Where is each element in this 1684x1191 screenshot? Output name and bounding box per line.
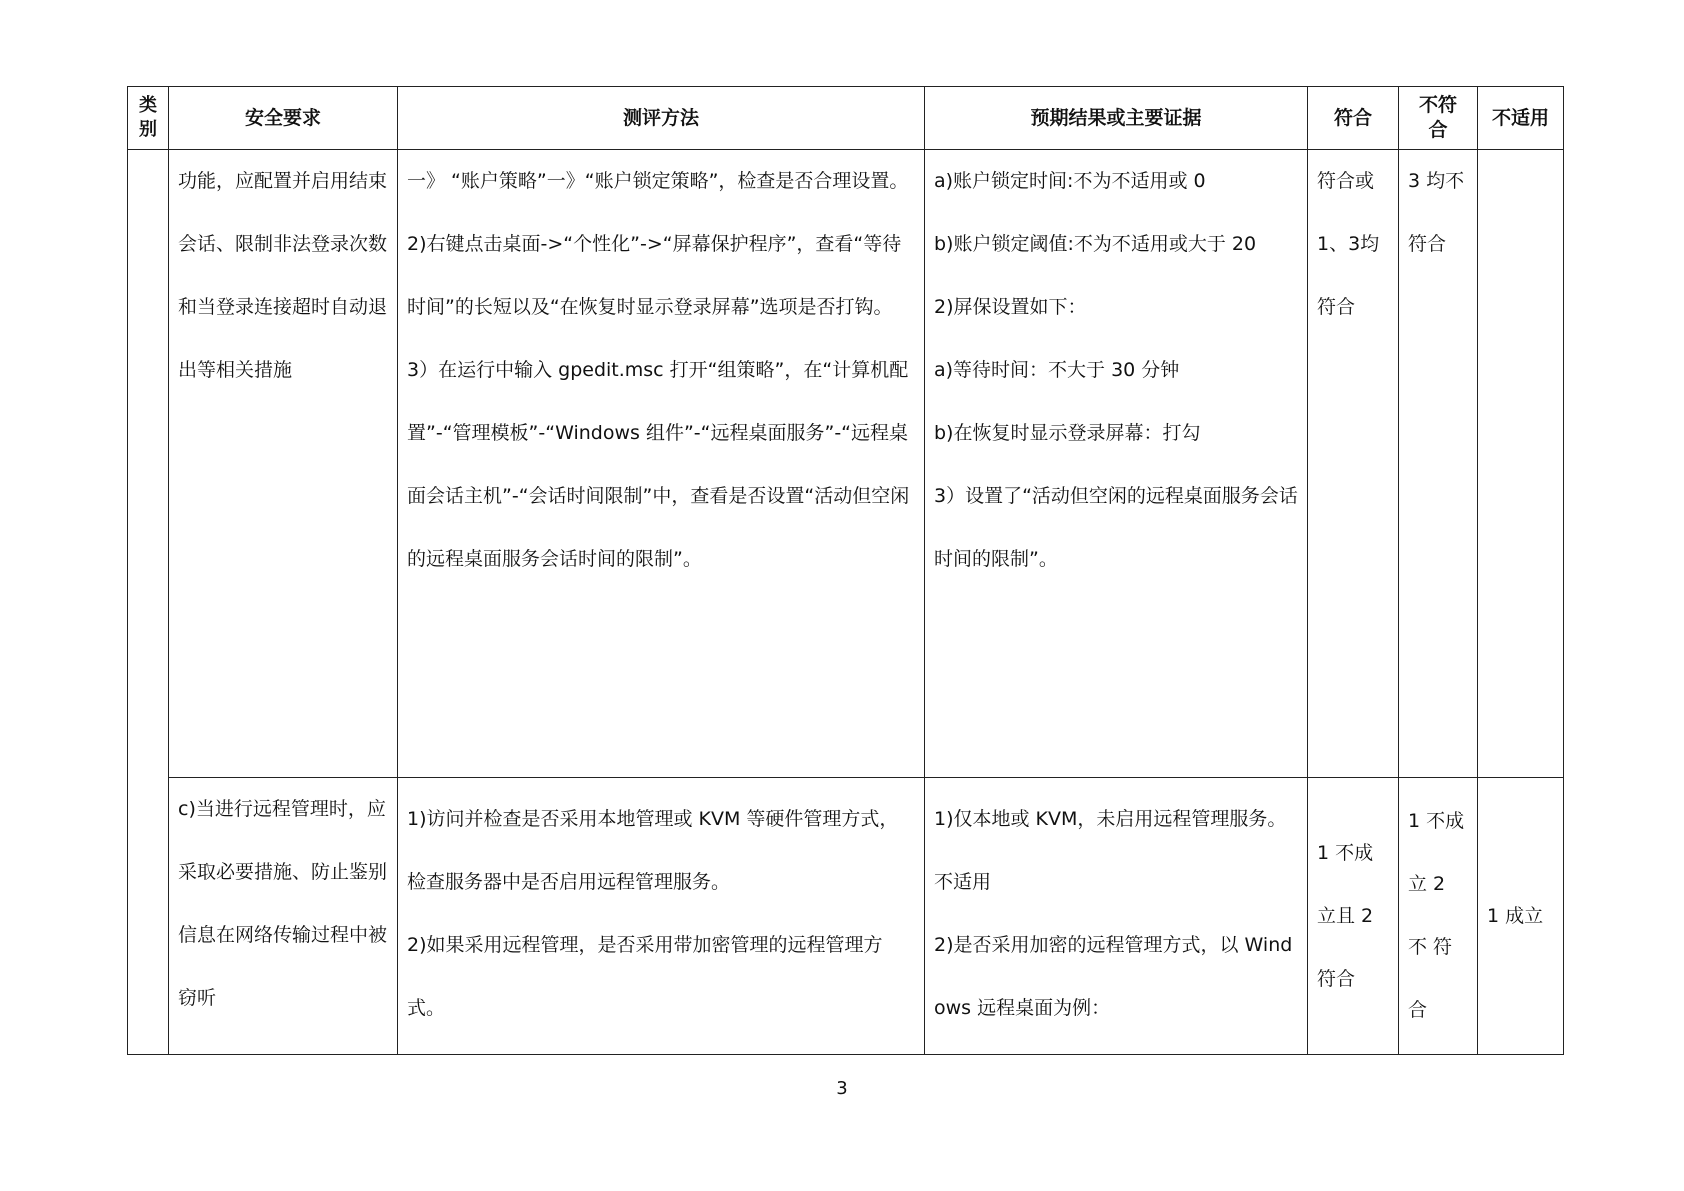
expected-line: 1)仅本地或 KVM，未启用远程管理服务。不适用 [934, 808, 1287, 893]
header-expected: 预期结果或主要证据 [925, 87, 1308, 150]
expected-cell [925, 150, 1308, 778]
expected-line: 2)是否采用加密的远程管理方式，以 Windows 远程桌面为例： [934, 934, 1293, 1019]
category-cell [128, 150, 169, 1055]
table-header-row [128, 87, 1564, 150]
method-line: 2)如果采用远程管理，是否采用带加密管理的远程管理方式。 [407, 934, 883, 1019]
requirement-cell: 功能，应配置并启用结束会话、限制非法登录次数和当登录连接超时自动退出等相关措施 [169, 150, 398, 778]
conform-cell: 符合或1、3均符合 [1308, 150, 1399, 778]
method-line: 1)访问并检查是否采用本地管理或 KVM 等硬件管理方式，检查服务器中是否启用远程管理服务。 [407, 808, 899, 893]
method-line: 2)右键点击桌面->“个性化”->“屏幕保护程序”，查看“等待时间”的长短以及“在恢复时显示登录屏幕”选项是否打钩。 [407, 233, 902, 318]
expected-line: b)账户锁定阈值:不为不适用或大于 20 [934, 233, 1257, 255]
expected-line: 3）设置了“活动但空闲的远程桌面服务会话时间的限制”。 [934, 485, 1298, 570]
expected-line: a)账户锁定时间:不为不适用或 0 [934, 170, 1206, 192]
header-category: 类别 [128, 87, 169, 150]
nonconform-cell: 1 不成立 2 不 符 合 [1399, 778, 1478, 1055]
evaluation-table [127, 86, 1564, 1055]
method-line: 3）在运行中输入 gpedit.msc 打开“组策略”，在“计算机配置”-“管理模板”-“Windows 组件”-“远程桌面服务”-“远程桌面会话主机”-“会话时间限制”中，查看是否设置“活动但空闲的远程桌面服务会话时间的限制”。 [407, 359, 910, 570]
header-nonconform: 不符合 [1399, 87, 1478, 150]
requirement-cell: c)当进行远程管理时，应采取必要措施、防止鉴别信息在网络传输过程中被窃听 [169, 778, 398, 1055]
header-method: 测评方法 [398, 87, 925, 150]
table-row [128, 150, 1564, 778]
expected-line: 2)屏保设置如下： [934, 296, 1087, 318]
method-line: 一》 “账户策略”一》“账户锁定策略”，检查是否合理设置。 [407, 170, 909, 192]
header-na: 不适用 [1478, 87, 1564, 150]
header-conform: 符合 [1308, 87, 1399, 150]
expected-cell [925, 778, 1308, 1055]
header-requirement: 安全要求 [169, 87, 398, 150]
na-cell: 1 成立 [1478, 778, 1564, 1055]
conform-cell: 1 不成立且 2 符合 [1308, 778, 1399, 1055]
expected-line: a)等待时间：不大于 30 分钟 [934, 359, 1180, 381]
na-cell [1478, 150, 1564, 778]
page-number: 3 [836, 1078, 848, 1099]
expected-line: b)在恢复时显示登录屏幕：打勾 [934, 422, 1201, 444]
table-row [128, 778, 1564, 1055]
nonconform-cell: 3 均不符合 [1399, 150, 1478, 778]
method-cell [398, 778, 925, 1055]
method-cell [398, 150, 925, 778]
